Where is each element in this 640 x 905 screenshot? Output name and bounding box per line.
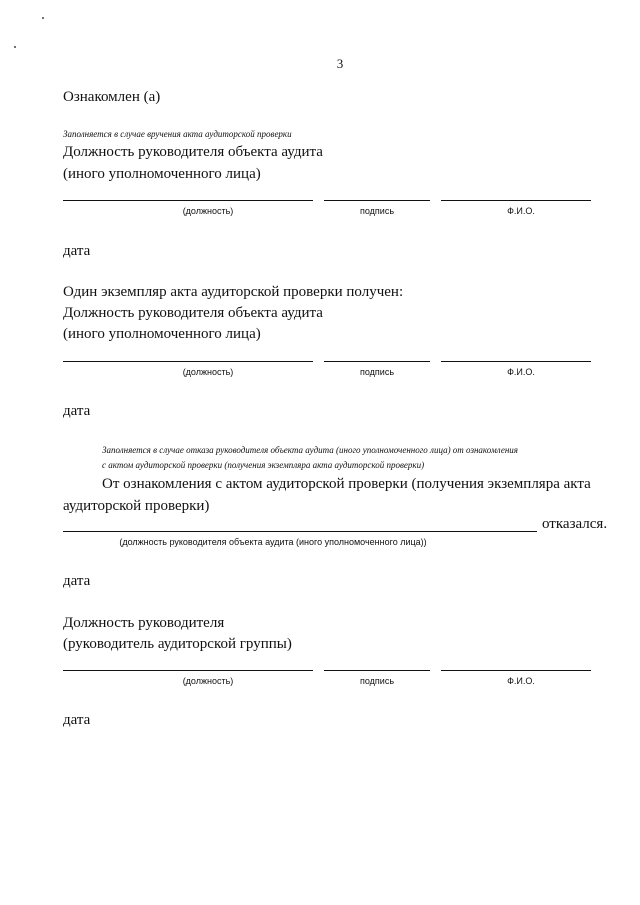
- signature-line: [324, 200, 430, 201]
- signature-caption: подпись: [359, 367, 395, 377]
- signature-caption: подпись: [359, 676, 395, 686]
- name-signature-line: [441, 200, 591, 201]
- position-signature-line: [63, 361, 313, 362]
- date-label: дата: [63, 403, 91, 419]
- name-caption: Ф.И.О.: [507, 206, 535, 216]
- date-label: дата: [63, 712, 91, 728]
- familiarized-label: Ознакомлен (а): [63, 89, 161, 105]
- name-caption: Ф.И.О.: [507, 676, 535, 686]
- date-label: дата: [63, 573, 91, 589]
- refusal-note-line-1: Заполняется в случае отказа руководителя объекта аудита (иного уполномоченного лица) от ознакомления: [102, 445, 518, 455]
- signature-caption: подпись: [359, 206, 395, 216]
- copy-received-label: Один экземпляр акта аудиторской проверки получен:: [63, 284, 404, 300]
- position-line-2: (иного уполномоченного лица): [63, 326, 261, 342]
- position-line-1: Должность руководителя объекта аудита: [63, 305, 323, 321]
- position-caption: (должность): [182, 367, 234, 377]
- scan-speck: [42, 17, 44, 19]
- name-signature-line: [441, 670, 591, 671]
- refusal-note-line-2: с актом аудиторской проверки (получения экземпляра акта аудиторской проверки): [102, 460, 425, 470]
- refusal-text-line-1: От ознакомления с актом аудиторской проверки (получения экземпляра акта: [102, 476, 591, 492]
- position-line-2: (иного уполномоченного лица): [63, 166, 261, 182]
- position-line-2: (руководитель аудиторской группы): [63, 636, 292, 652]
- position-line-1: Должность руководителя объекта аудита: [63, 144, 323, 160]
- signature-line: [324, 361, 430, 362]
- refused-label: отказался.: [542, 516, 608, 532]
- position-caption: (должность): [182, 676, 234, 686]
- position-signature-line: [63, 200, 313, 201]
- signature-line: [324, 670, 430, 671]
- position-signature-line: [63, 670, 313, 671]
- refusal-signature-line: [63, 531, 537, 532]
- position-caption: (должность): [182, 206, 234, 216]
- date-label: дата: [63, 243, 91, 259]
- scan-speck: [14, 46, 16, 48]
- page-number: 3: [336, 56, 344, 71]
- name-signature-line: [441, 361, 591, 362]
- refusal-text-line-2: аудиторской проверки): [63, 498, 210, 514]
- name-caption: Ф.И.О.: [507, 367, 535, 377]
- delivery-note: Заполняется в случае вручения акта аудиторской проверки: [63, 129, 292, 139]
- position-line-1: Должность руководителя: [63, 615, 225, 631]
- refusal-caption: (должность руководителя объекта аудита (иного уполномоченного лица)): [119, 537, 427, 547]
